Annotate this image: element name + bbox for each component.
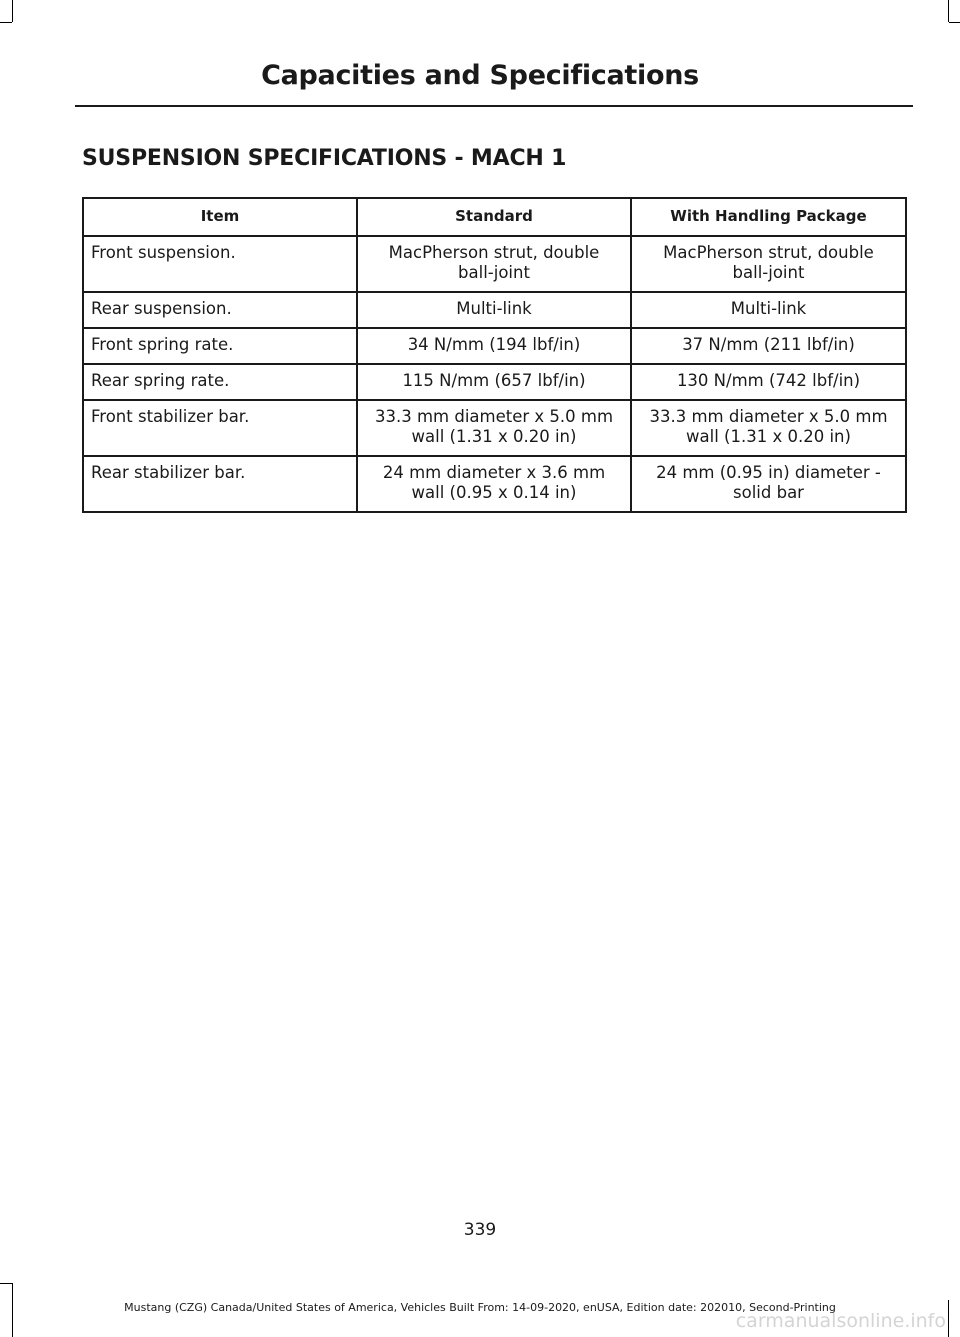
cell-line: 24 mm diameter x 3.6 mm [382,463,606,482]
watermark: carmanualsonline.info [735,1310,946,1332]
column-header-standard: Standard [357,198,631,236]
crop-mark [12,0,13,22]
cell-line: 115 N/mm (657 lbf/in) [402,371,586,390]
cell-line: Multi-link [456,299,532,318]
crop-mark [948,0,949,22]
table-row [83,292,906,328]
crop-mark [0,22,12,23]
suspension-spec-table [82,197,907,513]
cell-line: 33.3 mm diameter x 5.0 mm [649,407,888,426]
footer-text: Mustang (CZG) Canada/United States of America, Vehicles Built From: 14-09-2020, enUSA, Edition date: 202010, Second-Printing [124,1301,836,1314]
standard-cell [357,456,631,512]
cell-line: Multi-link [730,299,807,318]
handling-cell [631,236,906,292]
cell-line: wall (1.31 x 0.20 in) [686,427,851,446]
cell-line: 24 mm (0.95 in) diameter - [656,463,881,482]
item-cell: Front spring rate. [83,328,357,364]
table-row [83,328,906,364]
item-cell: Front suspension. [83,236,357,292]
standard-cell [357,400,631,456]
cell-line: wall (1.31 x 0.20 in) [411,427,577,446]
table-header-row [83,198,906,236]
handling-cell [631,400,906,456]
cell-line: 33.3 mm diameter x 5.0 mm [374,407,614,426]
table-row [83,400,906,456]
column-header-item: Item [83,198,357,236]
cell-line: MacPherson strut, double [663,243,874,262]
handling-cell [631,364,906,400]
cell-line: 34 N/mm (194 lbf/in) [407,335,581,354]
item-cell: Rear suspension. [83,292,357,328]
cell-line: MacPherson strut, double [388,243,600,262]
page-header-title: Capacities and Specifications [261,60,699,91]
cell-line: wall (0.95 x 0.14 in) [411,483,577,502]
column-header-handling: With Handling Package [631,198,906,236]
table-row [83,364,906,400]
handling-cell [631,328,906,364]
page-number: 339 [463,1220,497,1240]
item-cell: Rear spring rate. [83,364,357,400]
table-row [83,456,906,512]
handling-cell [631,292,906,328]
standard-cell [357,236,631,292]
standard-cell [357,292,631,328]
section-title: SUSPENSION SPECIFICATIONS - MACH 1 [82,146,567,171]
cell-line: 37 N/mm (211 lbf/in) [682,335,855,354]
cell-line: ball-joint [458,263,530,282]
item-cell: Front stabilizer bar. [83,400,357,456]
crop-mark [0,1283,12,1284]
table-row [83,236,906,292]
standard-cell [357,328,631,364]
cell-line: ball-joint [732,263,805,282]
crop-mark [949,22,960,23]
item-cell: Rear stabilizer bar. [83,456,357,512]
cell-line: 130 N/mm (742 lbf/in) [676,371,861,390]
standard-cell [357,364,631,400]
cell-line: solid bar [733,483,804,502]
handling-cell [631,456,906,512]
header-divider [75,105,913,107]
